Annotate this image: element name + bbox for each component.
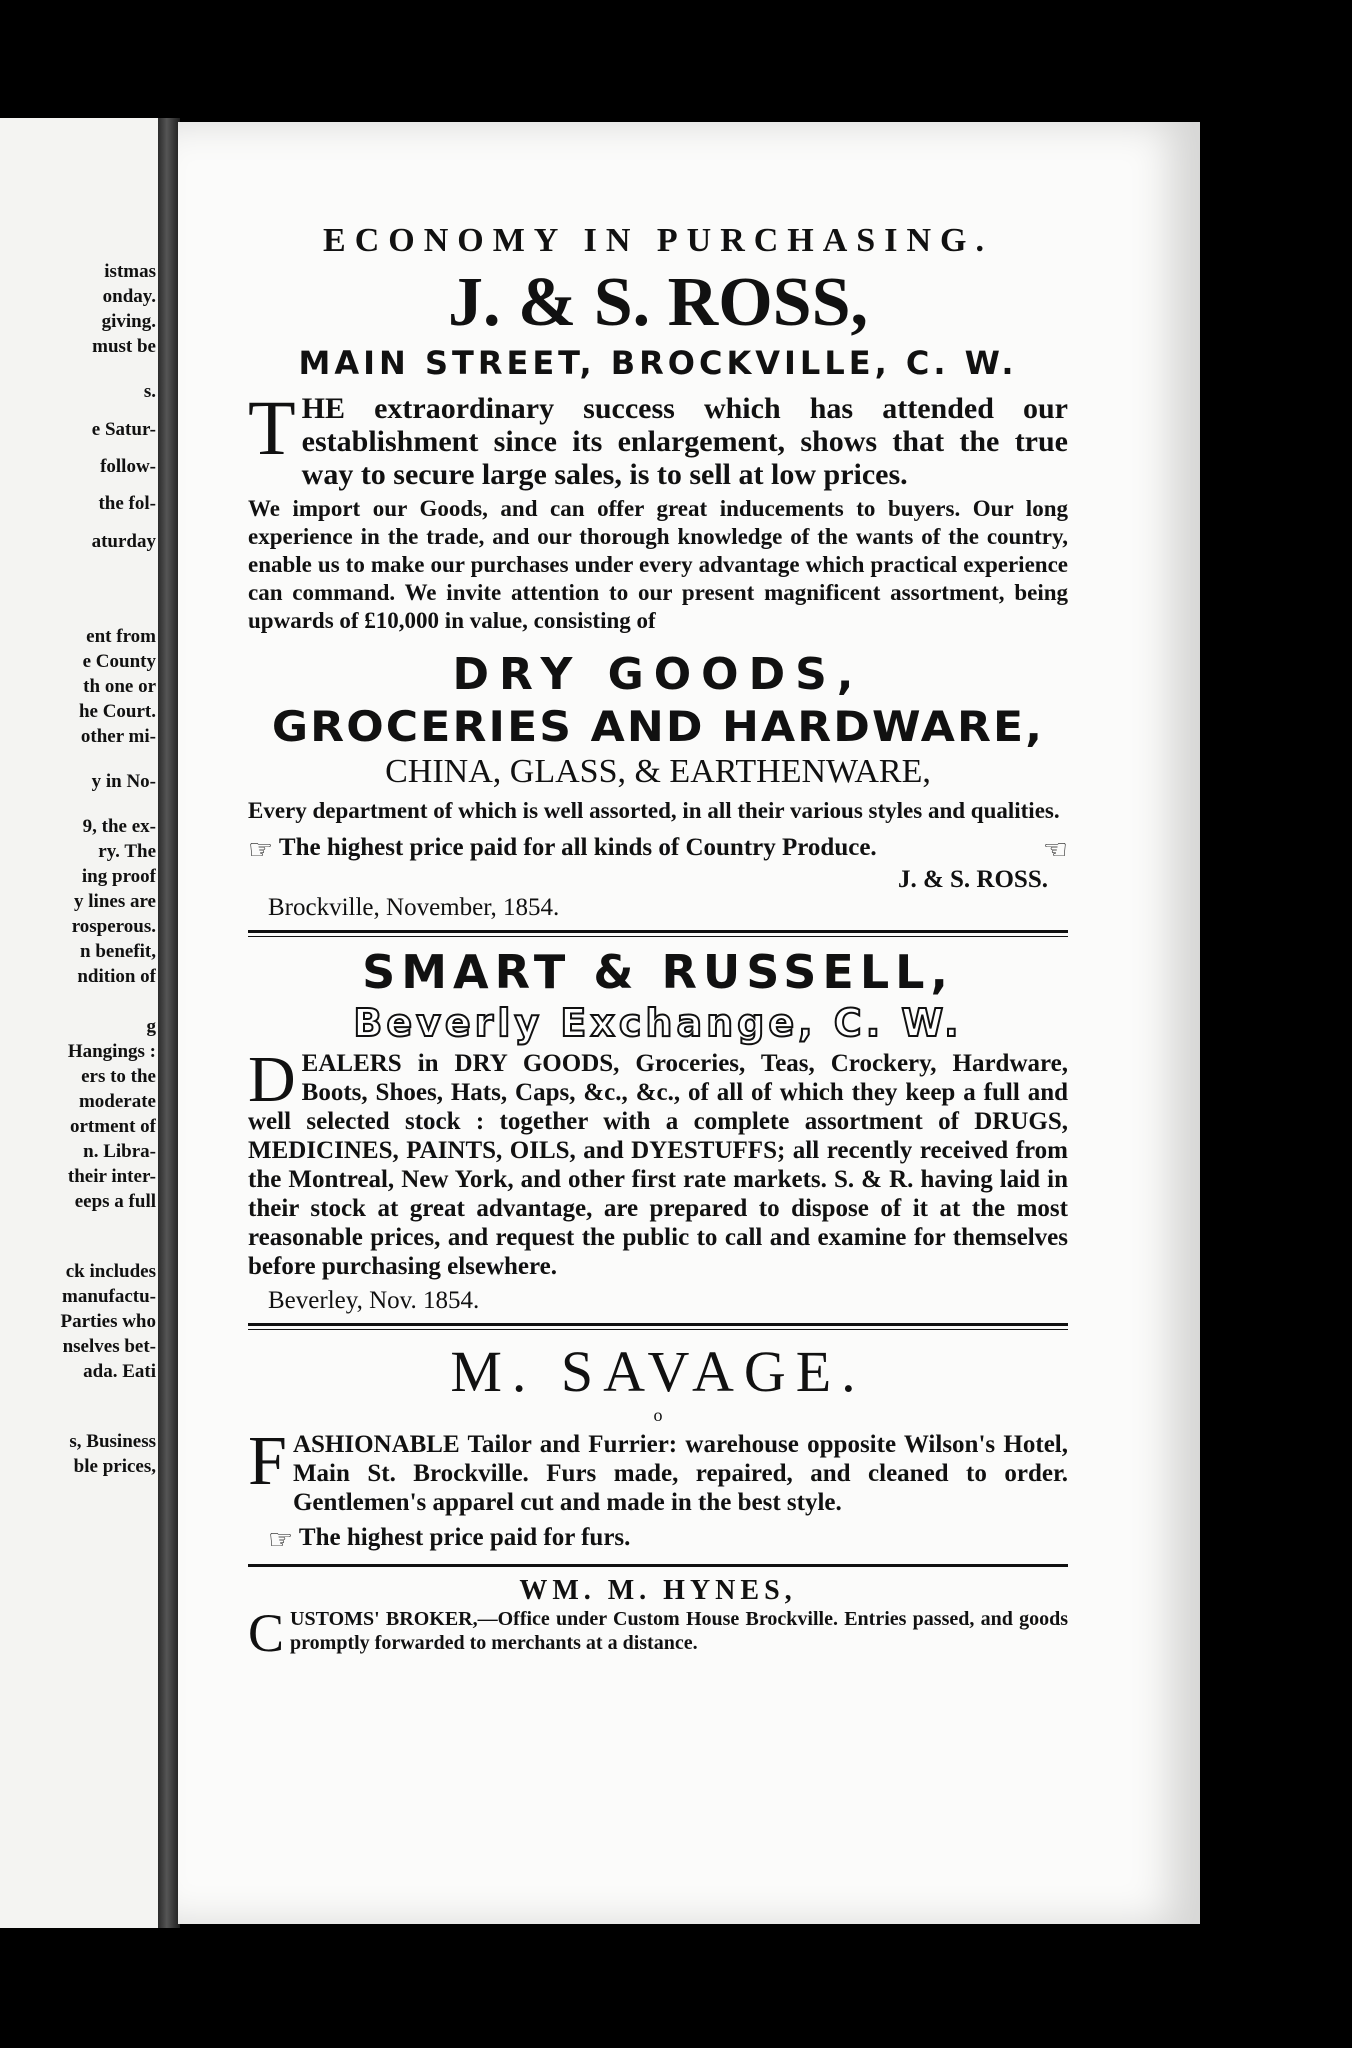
savage-body: ASHIONABLE Tailor and Furrier: warehouse opposite Wilson's Hotel, Main St. Brockville. Furs made, repaired, and cleaned to order. Gentlemen's apparel cut and made in the best style.: [292, 1431, 1068, 1516]
left-page-fragment: the fol-: [98, 493, 156, 514]
left-page-fragment: s.: [143, 381, 156, 402]
left-page-fragment: manufactu-: [62, 1286, 156, 1307]
left-page-fragment: rosperous.: [71, 916, 156, 937]
advertisements: [248, 222, 1068, 1663]
left-page-fragment: moderate: [78, 1091, 156, 1112]
divider-rule: [248, 930, 1068, 937]
ross-kicker: ECONOMY IN PURCHASING.: [323, 222, 993, 259]
left-page-fragment: other mi-: [80, 726, 156, 747]
left-page-fragment: n. Libra-: [83, 1141, 156, 1162]
ross-advertisement: [248, 222, 1068, 922]
savage-dropcap: F: [248, 1423, 287, 1500]
left-page-fragment: ble prices,: [73, 1456, 156, 1477]
left-page-fragment: y lines are: [74, 891, 156, 912]
left-page-fragment: ing proof: [81, 866, 156, 887]
book-gutter: [158, 118, 180, 1928]
ross-dateline: Brockville, November, 1854.: [268, 894, 560, 921]
smart-dateline: Beverley, Nov. 1854.: [268, 1287, 480, 1314]
hynes-body: USTOMS' BROKER,—Office under Custom House Brockville. Entries passed, and goods promptly forwarded to merchants at a distance.: [290, 1608, 1068, 1654]
divider-rule: [248, 1564, 1068, 1567]
savage-title: M. SAVAGE.: [450, 1339, 866, 1404]
pointing-hand-left-icon: ☜: [1042, 833, 1068, 866]
hynes-dropcap: C: [248, 1603, 285, 1663]
hynes-text: [248, 1603, 1068, 1663]
smart-subtitle: Beverly Exchange, C. W.: [353, 1001, 963, 1045]
left-page-fragment: y in No-: [91, 771, 156, 792]
smart-title: SMART & RUSSELL,: [362, 945, 954, 999]
left-page-fragment: he Court.: [78, 701, 156, 722]
left-page-fragment: Parties who: [60, 1311, 156, 1332]
left-page-fragment: ndition of: [77, 966, 156, 987]
smart-advertisement: [248, 945, 1068, 1315]
ross-lead: [248, 384, 1068, 491]
left-page-fragment: ry. The: [98, 841, 156, 862]
right-page: [178, 122, 1200, 1924]
ross-china: CHINA, GLASS, & EARTHENWARE,: [385, 753, 931, 790]
ross-signature: J. & S. ROSS.: [897, 866, 1048, 893]
left-page-fragment: ortment of: [70, 1116, 156, 1137]
left-page-fragment: ada. Eati: [83, 1361, 156, 1382]
left-page-fragment: n benefit,: [80, 941, 156, 962]
ross-dry-goods: DRY GOODS,: [452, 649, 864, 700]
savage-advertisement: [248, 1338, 1068, 1556]
left-page-fragment: must be: [92, 336, 156, 357]
left-page-fragment: istmas: [104, 261, 156, 282]
savage-text: [248, 1423, 1068, 1517]
left-page-fragment: g: [146, 1016, 156, 1037]
savage-furs-line: [268, 1523, 1068, 1556]
hynes-advertisement: [248, 1575, 1068, 1663]
ross-lead-text: HE extraordinary success which has attended our establishment since its enlargement, shows that the true way to secure large sales, is to sell at low prices.: [301, 392, 1068, 491]
left-page-fragment: nselves bet-: [62, 1336, 156, 1357]
left-page-fragment: ck includes: [65, 1261, 156, 1282]
smart-text: [248, 1043, 1068, 1281]
savage-ornament: o: [653, 1405, 663, 1425]
ross-produce: The highest price paid for all kinds of Country Produce.: [278, 834, 877, 862]
smart-body: EALERS in DRY GOODS, Groceries, Teas, Crockery, Hardware, Boots, Shoes, Hats, Caps, &c., &c., of all of which they keep a full and well selected stock : together with a complete assortment of DRUGS, MEDICINES, PAINTS, OILS, and DYESTUFFS; all recently received from the Montreal, New York, and other first rate markets. S. & R. having laid in their stock at great advantage, are prepared to dispose of it at the most reasonable prices, and request the public to call and examine for themselves before purchasing elsewhere.: [248, 1050, 1068, 1280]
left-page-fragment: ent from: [86, 626, 156, 647]
ross-groceries: GROCERIES AND HARDWARE,: [271, 702, 1045, 751]
left-page-fragment: th one or: [83, 676, 156, 697]
savage-furs: The highest price paid for furs.: [298, 1524, 631, 1552]
ross-body: We import our Goods, and can offer great inducements to buyers. Our long experience in the trade, and our thorough knowledge of the wants of the country, enable us to make our purchases under every advantage which practical experience can command. We invite attention to our present magnificent assortment, being upwards of £10,000 in value, consisting of: [248, 496, 1068, 633]
left-page-fragment: onday.: [102, 286, 156, 307]
ross-dropcap: T: [248, 384, 296, 471]
pointing-hand-right-icon: ☞: [268, 1523, 294, 1556]
ross-produce-line: [248, 833, 1068, 866]
left-page-fragment: eeps a full: [74, 1191, 156, 1212]
left-page-fragment: ers to the: [81, 1066, 156, 1087]
left-page-fragment: 9, the ex-: [82, 816, 156, 837]
left-page-fragment: e County: [82, 651, 156, 672]
left-page-fragment: giving.: [101, 311, 156, 332]
divider-rule: [248, 1323, 1068, 1330]
left-page-fragment: Hangings :: [67, 1041, 156, 1062]
left-page-fragment: e Satur-: [91, 419, 156, 440]
ross-every: Every department of which is well assorted, in all their various styles and qualities.: [248, 798, 1060, 823]
hynes-title: WM. M. HYNES,: [519, 1575, 797, 1606]
ross-title: J. & S. ROSS,: [447, 264, 869, 341]
smart-dropcap: D: [248, 1043, 296, 1116]
pointing-hand-right-icon: ☞: [248, 833, 274, 866]
left-facing-page: [0, 118, 158, 1928]
left-page-fragment: follow-: [100, 456, 156, 477]
ross-address: MAIN STREET, BROCKVILLE, C. W.: [298, 344, 1018, 382]
left-page-fragment: aturday: [91, 531, 156, 552]
left-page-fragment: s, Business: [69, 1431, 156, 1452]
left-page-fragment: their inter-: [67, 1166, 156, 1187]
